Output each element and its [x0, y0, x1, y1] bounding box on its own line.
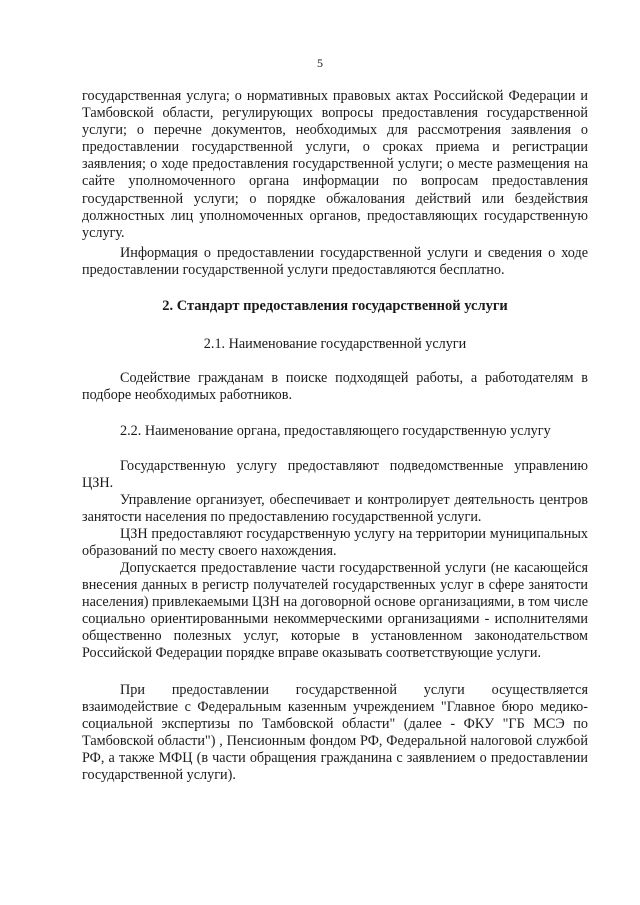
paragraph-service-name: Содействие гражданам в поиске подходящей работы, а работодателям в подборе необходимых работников.: [82, 370, 588, 404]
section-2-heading: 2. Стандарт предоставления государственной услуги: [162, 298, 508, 314]
paragraph-informing-continued: государственная услуга; о нормативных правовых актах Российской Федерации и Тамбовской области, регулирующих вопросы предоставления государственной услуги; о перечне документов, необходимых для рассмотрения заявления о предоставлении государственной услуги, о сроках приема и регистрации заявления; о ходе предоставления государственной услуги; о месте размещения на сайте уполномоченного органа информации по вопросам предоставления государственной услуги; о порядке обжалования действий или бездействия должностных лиц уполномоченных органов, предоставляющих государственную услугу.: [82, 88, 588, 241]
paragraph-partial-delegation: Допускается предоставление части государственной услуги (не касающейся внесения данных в регистр получателей государственных услуг в сфере занятости населения) привлекаемыми ЦЗН на договорной основе организациями, в том числе социально ориентированными некоммерческими организациями - исполнителями общественно полезных услуг, которые в установленном законодательством Российской Федерации порядке вправе оказывать соответствующие услуги.: [82, 560, 588, 662]
paragraph-free-of-charge: Информация о предоставлении государственной услуги и сведения о ходе предоставлении государственной услуги предоставляются бесплатно.: [82, 245, 588, 279]
subsection-2-1-heading: 2.1. Наименование государственной услуги: [203, 336, 467, 352]
paragraph-czn-territory: ЦЗН предоставляют государственную услугу на территории муниципальных образований по месту своего нахождения.: [82, 526, 588, 560]
paragraph-interaction: При предоставлении государственной услуги осуществляется взаимодействие с Федеральным казенным учреждением "Главное бюро медико-социальной экспертизы по Тамбовской области" (далее - ФКУ "ГБ МСЭ по Тамбовской области") , Пенсионным фондом РФ, Федеральной налоговой службой РФ, а также МФЦ (в части обращения гражданина с заявлением о предоставлении государственной услуги).: [82, 682, 588, 784]
paragraph-management-role: Управление организует, обеспечивает и контролирует деятельность центров занятости населения по предоставлению государственной услуги.: [82, 492, 588, 526]
page-number: 5: [317, 56, 323, 70]
subsection-2-2-heading: 2.2. Наименование органа, предоставляющего государственную услугу: [120, 423, 551, 439]
paragraph-service-provider: Государственную услугу предоставляют подведомственные управлению ЦЗН.: [82, 458, 588, 492]
